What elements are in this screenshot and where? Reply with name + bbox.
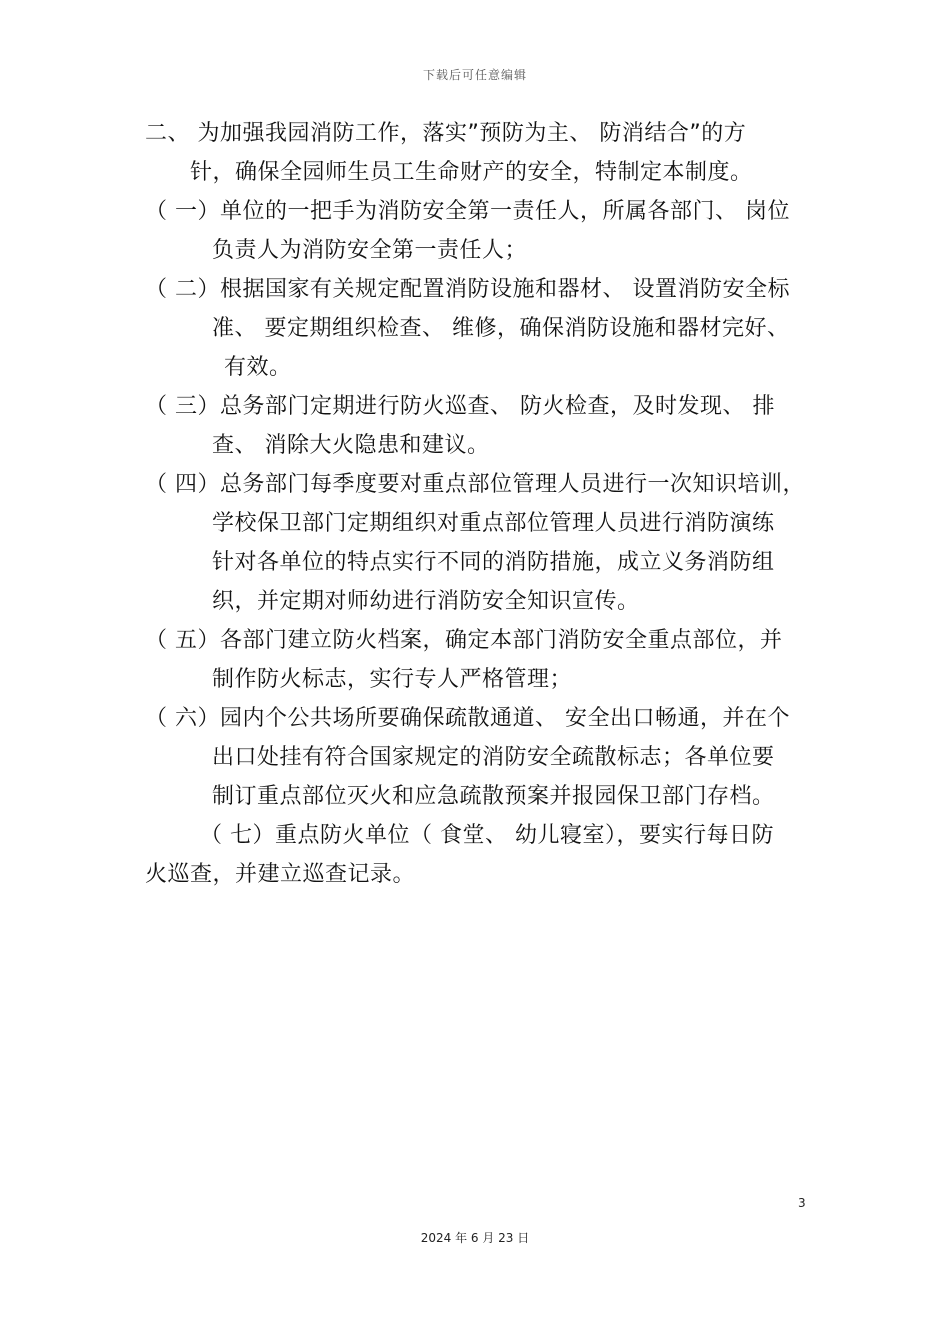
- paragraph-line: （ 三）总务部门定期进行防火巡查、 防火检查，及时发现、 排: [145, 394, 775, 419]
- paragraph-line: 针对各单位的特点实行不同的消防措施，成立义务消防组: [212, 550, 775, 575]
- paragraph-line: 制订重点部位灭火和应急疏散预案并报园保卫部门存档。: [212, 784, 775, 809]
- page-header: 下载后可任意编辑: [422, 68, 527, 82]
- paragraph-line: 制作防火标志，实行专人严格管理；: [212, 667, 573, 692]
- paragraph-line: 查、 消除大火隐患和建议。: [212, 433, 490, 458]
- paragraph-line: 负责人为消防安全第一责任人；: [212, 238, 528, 263]
- paragraph-line: （ 七）重点防火单位（ 食堂、 幼儿寝室），要实行每日防: [200, 823, 774, 848]
- paragraph-line: 针，确保全园师生员工生命财产的安全，特制定本制度。: [190, 160, 753, 185]
- paragraph-line: （ 五）各部门建立防火档案，确定本部门消防安全重点部位，并: [145, 628, 783, 653]
- paragraph-line: 织，并定期对师幼进行消防安全知识宣传。: [212, 589, 640, 614]
- paragraph-line: （ 六）园内个公共场所要确保疏散通道、 安全出口畅通，并在个: [145, 706, 790, 731]
- paragraph-line: （ 一）单位的一把手为消防安全第一责任人，所属各部门、 岗位: [145, 199, 790, 224]
- paragraph-line: 有效。: [224, 355, 292, 380]
- paragraph-line: 出口处挂有符合国家规定的消防安全疏散标志；各单位要: [212, 745, 775, 770]
- paragraph-line: 准、 要定期组织检查、 维修，确保消防设施和器材完好、: [212, 316, 790, 341]
- page-number: 3: [798, 1196, 806, 1210]
- paragraph-line: （ 四）总务部门每季度要对重点部位管理人员进行一次知识培训，: [145, 472, 805, 497]
- paragraph-line: （ 二）根据国家有关规定配置消防设施和器材、 设置消防安全标: [145, 277, 790, 302]
- paragraph-line: 二、 为加强我园消防工作，落实”预防为主、 防消结合”的方: [145, 121, 747, 146]
- paragraph-line: 学校保卫部门定期组织对重点部位管理人员进行消防演练: [212, 511, 775, 536]
- footer-date: 2024 年 6 月 23 日: [420, 1231, 530, 1245]
- paragraph-line: 火巡查，并建立巡查记录。: [145, 862, 416, 887]
